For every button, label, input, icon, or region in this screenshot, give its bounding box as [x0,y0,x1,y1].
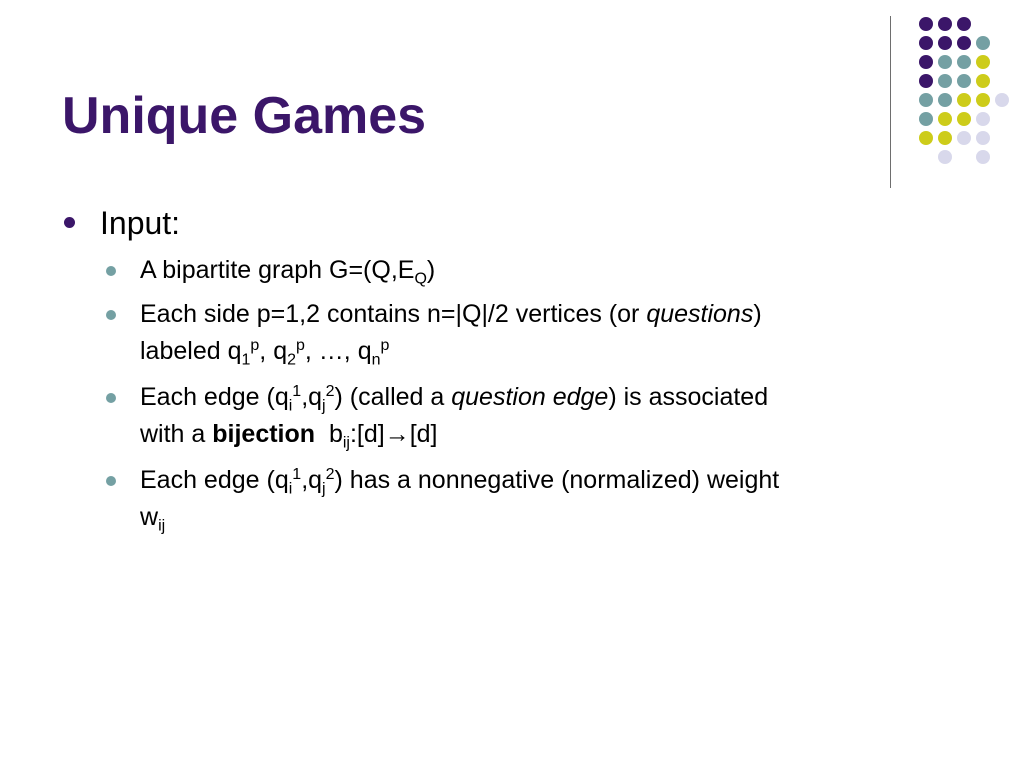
slide-title: Unique Games [62,87,427,145]
italic-term: question edge [451,383,609,411]
text-run: ) [753,300,762,328]
superscript: p [380,337,390,355]
text-run: labeled q [140,337,242,365]
text-run: Each side p=1,2 contains n=|Q|/2 vertices (or [140,300,647,328]
decorative-dot [976,55,990,69]
bullet-bipartite-graph [140,252,980,289]
decorative-dot [938,93,952,107]
decorative-dot [976,131,990,145]
bold-term: bijection [212,420,316,448]
decorative-dot [976,74,990,88]
decorative-dot [957,112,971,126]
bullet-input: Input: [100,205,181,241]
decorative-dot [919,74,933,88]
decorative-dot [919,112,933,126]
decorative-dot [938,36,952,50]
decorative-dot [957,36,971,50]
decorative-dot [957,74,971,88]
subscript: i [288,480,293,498]
text-run: , …, q [304,337,372,365]
text-run: A bipartite graph G=(Q,E [140,256,415,284]
text-run: b [315,420,343,448]
superscript: 1 [292,466,302,484]
subscript: 2 [287,351,296,369]
superscript: p [296,337,305,355]
subscript: 1 [241,351,251,369]
decorative-dot [938,131,952,145]
text-run: Each edge (q [140,383,289,411]
decorative-dot [938,17,952,31]
text-run: ,q [301,383,323,411]
subscript: Q [414,270,427,288]
decorative-dot [976,93,990,107]
superscript: 1 [292,383,302,401]
subscript: n [371,351,381,369]
decorative-dot [957,17,971,31]
text-run: ) is associated [608,383,769,411]
superscript: 2 [325,383,335,401]
text-run: ) has a nonnegative (normalized) weight [334,466,780,494]
text-run: ) [426,256,436,284]
level2-bullet-icon [106,393,116,403]
decorative-dot [976,150,990,164]
decorative-dot [919,93,933,107]
level1-bullet-icon [64,217,75,228]
subscript: ij [158,517,166,535]
text-run: ) (called a [334,383,452,411]
decorative-dot [919,36,933,50]
decorative-dot [938,74,952,88]
text-run: ,q [301,466,323,494]
decorative-dot [957,93,971,107]
decorative-dot [957,131,971,145]
bullet-each-edge-weight [140,462,980,536]
subscript: j [322,397,326,415]
bullet-each-side [140,296,980,370]
text-run: with a [140,420,213,448]
subscript: ij [342,434,350,452]
level2-bullet-icon [106,266,116,276]
level2-bullet-icon [106,476,116,486]
decorative-dot [919,17,933,31]
subscript: i [288,397,293,415]
decorative-dot [995,93,1009,107]
bullet-each-edge-bijection [140,379,980,453]
decorative-dot-grid [0,0,1024,200]
italic-term: questions [646,300,754,328]
decorative-dot [976,36,990,50]
decorative-dot [957,55,971,69]
decorative-dot [919,131,933,145]
decorative-dot [976,112,990,126]
text-run: , q [259,337,288,365]
superscript: 2 [325,466,335,484]
superscript: p [250,337,260,355]
decorative-dot [938,112,952,126]
text-run: :[d]→[d] [349,420,438,448]
level2-bullet-icon [106,310,116,320]
text-run: w [140,503,159,531]
decorative-dot [938,55,952,69]
text-run: Each edge (q [140,466,289,494]
subscript: j [322,480,326,498]
decorative-dot [919,55,933,69]
decorative-dot [938,150,952,164]
